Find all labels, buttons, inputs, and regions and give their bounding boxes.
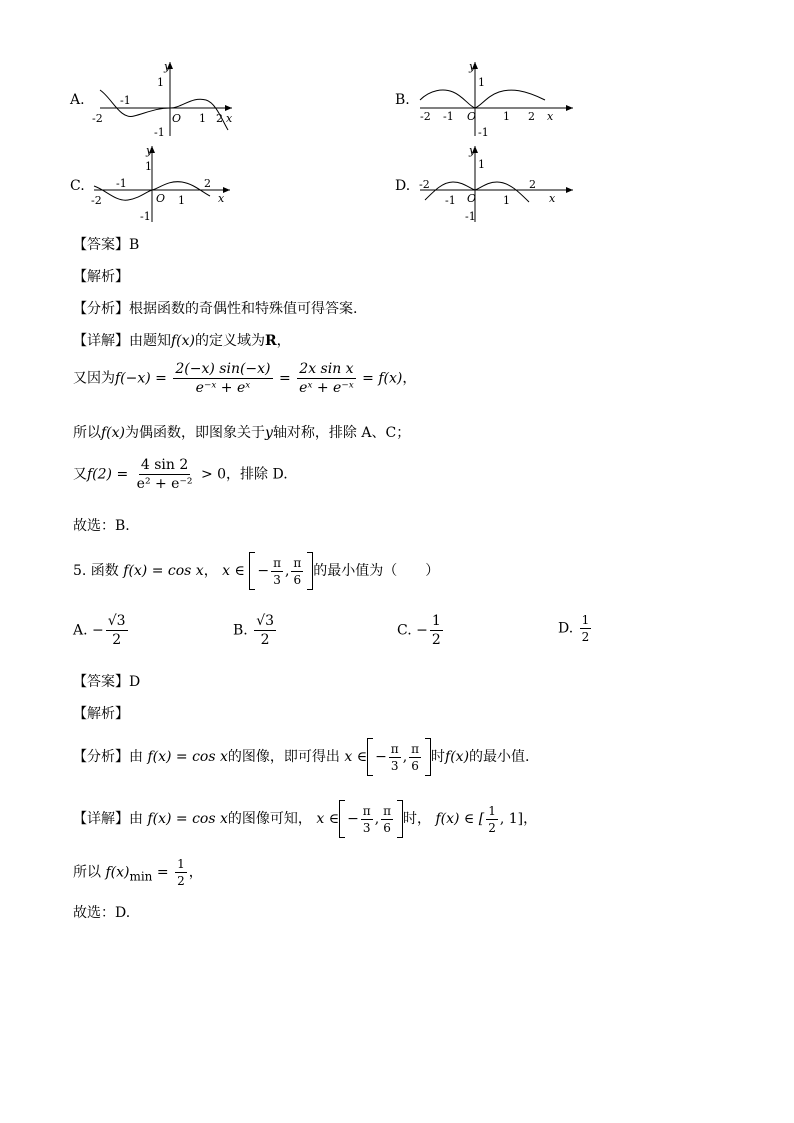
option-letter: C. — [397, 622, 412, 639]
math-fx: f(x) = cos x — [123, 563, 204, 579]
text: 的最小值. — [469, 749, 530, 765]
q5-option-b[interactable] — [233, 614, 278, 647]
option-letter: B. — [233, 622, 248, 639]
graph-a — [90, 58, 240, 138]
x-tick-neg1: -1 — [445, 194, 456, 207]
x-tick-2: 2 — [216, 112, 223, 125]
graph-option-d — [395, 142, 565, 224]
x-tick-neg2: -2 — [420, 110, 431, 123]
fenxi-text: 根据函数的奇偶性和特殊值可得答案. — [129, 301, 358, 317]
math-R: R — [265, 333, 277, 349]
origin-label: O — [467, 192, 477, 205]
denominator: 3 — [273, 572, 281, 587]
y-axis-label: y — [164, 60, 171, 73]
numerator: 1 — [177, 857, 185, 871]
q4-symmetry-line — [73, 422, 410, 442]
x-axis-label: x — [226, 112, 233, 125]
x-tick-neg1: -1 — [443, 110, 454, 123]
denominator: 2 — [581, 630, 590, 644]
denominator: e⁻ˣ + eˣ — [195, 380, 251, 396]
fraction — [389, 743, 401, 772]
left-bracket — [339, 800, 345, 838]
text: 由 — [129, 749, 143, 765]
x-tick-2: 2 — [528, 110, 535, 123]
q5-fenxi-line: 【分析】由 f(x) = cos x的图像，即可得出 x ∈ − $\frac{\pi}{3}$ , $\frac{\pi}{6}$ 时f(x)的最小值. — [73, 738, 530, 776]
text: 轴对称，排除 A、C； — [272, 425, 411, 441]
fraction — [297, 362, 356, 395]
math-fx: f(x) — [105, 864, 130, 881]
text: ， — [203, 563, 218, 579]
q4-fenxi-line — [73, 298, 357, 318]
graph-c — [90, 142, 240, 224]
origin-label: O — [172, 112, 182, 125]
math-x-in: x ∈ — [316, 811, 340, 827]
numerator: 1 — [581, 613, 590, 627]
xiangjie-label: 【详解】 — [73, 811, 129, 827]
numerator: √3 — [256, 613, 275, 629]
fraction — [271, 557, 283, 586]
fraction — [106, 614, 128, 647]
numerator: 1 — [488, 803, 496, 818]
q4-choice-line: 故选：B. — [73, 518, 130, 534]
q4-analysis-label: 【解析】 — [73, 269, 129, 285]
fraction — [173, 362, 272, 395]
x-tick-neg2: -2 — [419, 178, 430, 191]
math-x-in: x ∈ — [344, 749, 368, 765]
numerator: 4 sin 2 — [140, 457, 189, 473]
text: 的图像，即可得出 — [227, 749, 340, 765]
graph-option-c — [70, 142, 240, 224]
text: , 1]， — [499, 811, 538, 827]
graph-option-b — [395, 58, 565, 138]
text: 5. 函数 — [73, 563, 119, 579]
denominator: 6 — [383, 820, 391, 835]
origin-label: O — [467, 110, 477, 123]
denominator: 2 — [260, 632, 270, 648]
fraction — [175, 858, 187, 887]
x-tick-neg2: -2 — [92, 112, 103, 125]
x-tick-1: 1 — [199, 112, 206, 125]
text: ， — [188, 864, 203, 881]
sign: − — [92, 622, 104, 639]
text: ， — [276, 333, 291, 349]
y-tick-1: 1 — [478, 76, 485, 89]
q4-value-line — [73, 458, 288, 491]
x-tick-1: 1 — [503, 110, 510, 123]
fraction — [409, 743, 421, 772]
option-letter: D. — [395, 178, 411, 194]
text: 为偶函数，即图象关于 — [125, 425, 266, 441]
subscript-min: min — [129, 869, 153, 884]
option-letter: B. — [395, 92, 410, 108]
y-axis-label: y — [146, 144, 153, 157]
math-fx: f(x) = cos x — [147, 749, 228, 765]
fraction — [291, 557, 303, 586]
y-tick-1: 1 — [145, 160, 152, 173]
denominator: e² + e⁻² — [136, 476, 193, 492]
x-tick-neg1: -1 — [116, 177, 127, 190]
q5-xiangjie-line: 【详解】由 f(x) = cos x的图像可知， x ∈ − $\frac{\pi}{3}$ , $\frac{\pi}{6}$ 时， f(x) ∈ [ $\frac{1}{2}$ , 1]， — [73, 800, 537, 838]
fraction — [430, 614, 443, 647]
denominator: 2 — [177, 874, 185, 888]
x-tick-2: 2 — [204, 177, 211, 190]
math-rhs: > 0 — [200, 466, 227, 483]
xiangjie-label: 【详解】 — [73, 333, 129, 349]
denominator: eˣ + e⁻ˣ — [299, 380, 354, 396]
text: 的图像可知， — [227, 811, 312, 827]
graph-option-a — [70, 58, 240, 138]
option-letter: A. — [73, 622, 88, 639]
x-tick-neg1: -1 — [120, 94, 131, 107]
text: 又 — [73, 466, 87, 483]
y-tick-neg1: -1 — [478, 126, 489, 139]
numerator: π — [383, 803, 392, 818]
text: 所以 — [73, 425, 101, 441]
q5-answer-line — [73, 671, 140, 691]
option-letter: C. — [70, 178, 85, 194]
denominator: 2 — [112, 632, 122, 648]
answer-value: B — [129, 237, 140, 253]
math-range: f(x) ∈ [ — [435, 811, 485, 827]
answer-label: 【答案】 — [73, 237, 129, 253]
answer-value: D — [129, 674, 141, 690]
x-tick-1: 1 — [178, 194, 185, 207]
sign: − — [416, 622, 428, 639]
origin-label: O — [156, 192, 166, 205]
math-fx: f(x) — [171, 333, 196, 349]
fraction — [580, 614, 592, 643]
y-tick-1: 1 — [157, 76, 164, 89]
text: 的定义域为 — [195, 333, 266, 349]
x-tick-neg2: -2 — [91, 194, 102, 207]
graph-d — [415, 142, 580, 224]
fraction — [135, 458, 195, 491]
math-x-in: x ∈ — [222, 563, 245, 579]
y-axis-label: y — [469, 144, 476, 157]
fraction — [381, 805, 393, 834]
option-letter: D. — [558, 620, 574, 637]
x-tick-2: 2 — [529, 178, 536, 191]
text: 时 — [431, 749, 446, 765]
q5-stem: 5. 函数 f(x) = cos x， x ∈ − $\frac{\pi}{3}$ , $\frac{\pi}{6}$ 的最小值为（ ） — [73, 552, 439, 590]
q4-parity-line — [73, 362, 416, 395]
fenxi-label: 【分析】 — [73, 301, 129, 317]
denominator: 2 — [488, 820, 496, 835]
numerator: π — [390, 741, 399, 756]
numerator: π — [362, 803, 371, 818]
numerator: π — [273, 555, 281, 570]
text: 时， — [403, 811, 432, 827]
math-rhs: = f(x) — [362, 370, 403, 387]
math-fx: f(x) — [101, 425, 126, 441]
denominator: 6 — [293, 572, 302, 587]
left-bracket — [367, 738, 373, 776]
text: ，排除 D. — [226, 466, 288, 483]
q4-xiangjie-line — [73, 330, 291, 350]
fraction — [486, 805, 498, 834]
graph-b — [415, 58, 580, 138]
q5-option-a[interactable] — [73, 614, 130, 647]
equals: = — [278, 370, 291, 387]
x-axis-label: x — [218, 192, 225, 205]
denominator: 3 — [362, 820, 371, 835]
q5-analysis-label: 【解析】 — [73, 706, 129, 722]
q5-option-c[interactable] — [397, 614, 445, 647]
text: 所以 — [73, 864, 101, 881]
q5-option-d[interactable] — [558, 614, 593, 643]
q5-min-line — [73, 858, 203, 887]
math-lhs: f(−x) = — [115, 370, 167, 387]
math-y: y — [265, 425, 273, 441]
q4-answer-line — [73, 234, 139, 254]
denominator: 6 — [411, 758, 419, 773]
numerator: √3 — [107, 613, 126, 629]
q5-choice-line: 故选：D. — [73, 905, 131, 921]
y-tick-1: 1 — [478, 158, 485, 171]
math-lhs: f(2) = — [87, 466, 129, 483]
x-tick-1: 1 — [503, 194, 510, 207]
left-bracket — [249, 552, 255, 590]
numerator: 1 — [431, 613, 441, 629]
numerator: π — [293, 555, 302, 570]
fraction — [361, 805, 373, 834]
y-tick-neg1: -1 — [465, 210, 476, 223]
text: ， — [402, 370, 417, 387]
fraction — [254, 614, 276, 647]
denominator: 2 — [431, 632, 441, 648]
numerator: 2x sin x — [299, 361, 354, 377]
y-tick-neg1: -1 — [140, 210, 151, 223]
numerator: 2(−x) sin(−x) — [175, 361, 271, 377]
text: 由 — [129, 811, 143, 827]
text: 由题知 — [129, 333, 171, 349]
x-axis-label: x — [549, 192, 556, 205]
y-axis-label: y — [469, 60, 476, 73]
fenxi-label: 【分析】 — [73, 749, 129, 765]
text: 又因为 — [73, 370, 115, 387]
math-fx: f(x) — [445, 749, 470, 765]
numerator: π — [411, 741, 420, 756]
equals: = — [156, 864, 169, 881]
denominator: 3 — [390, 758, 399, 773]
option-letter: A. — [70, 92, 85, 108]
y-tick-neg1: -1 — [154, 126, 165, 139]
answer-label: 【答案】 — [73, 674, 129, 690]
math-fx: f(x) = cos x — [147, 811, 228, 827]
x-axis-label: x — [547, 110, 554, 123]
text: 的最小值为（ ） — [313, 563, 440, 579]
